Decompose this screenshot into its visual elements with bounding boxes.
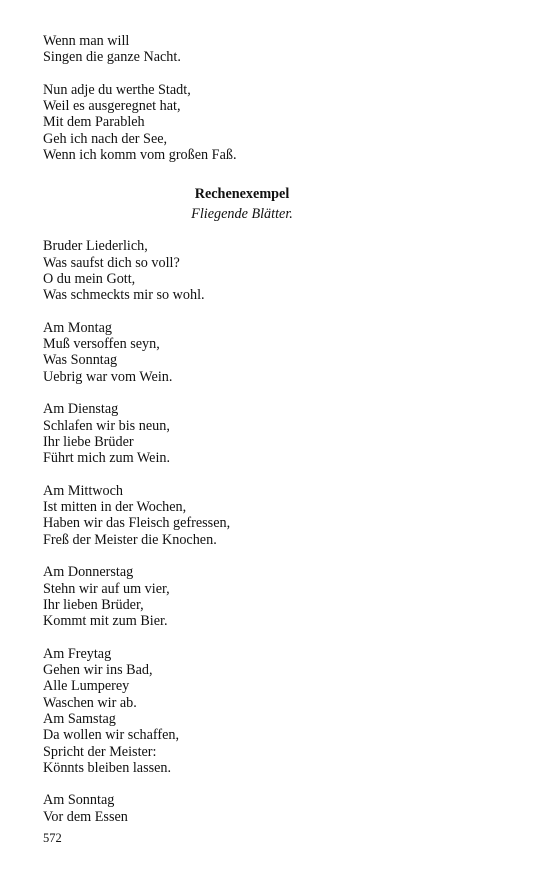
- poem-line: Am Mittwoch: [43, 482, 123, 499]
- poem-line: Vor dem Essen: [43, 808, 128, 825]
- poem-line: Weil es ausgeregnet hat,: [43, 98, 181, 115]
- stanza-top-2: [43, 82, 513, 163]
- page-number: 572: [43, 831, 62, 845]
- stanza: [43, 564, 513, 629]
- poem-line: Ihr lieben Brüder,: [43, 596, 144, 613]
- poem-line: Spricht der Meister:: [43, 743, 157, 760]
- poem-line: Am Donnerstag: [43, 564, 134, 581]
- page-body: [43, 33, 513, 825]
- poem-line: Ist mitten in der Wochen,: [43, 499, 187, 516]
- poem-line: Freß der Meister die Knochen.: [43, 531, 217, 548]
- poem-line: Alle Lumperey: [43, 678, 130, 695]
- stanza: [43, 646, 513, 776]
- poem-line: Ihr liebe Brüder: [43, 433, 134, 450]
- poem-line: Am Montag: [43, 319, 112, 336]
- poem-line: Schlafen wir bis neun,: [43, 417, 170, 434]
- poem-line: Geh ich nach der See,: [43, 130, 168, 147]
- poem-line: Was schmeckts mir so wohl.: [43, 287, 205, 304]
- stanza: [43, 401, 513, 466]
- poem-line: Nun adje du werthe Stadt,: [43, 81, 191, 98]
- poem-line: Mit dem Parableh: [43, 114, 145, 131]
- poem-line: Kommt mit zum Bier.: [43, 613, 168, 630]
- stanza: [43, 238, 513, 303]
- stanza-top-1: [43, 33, 513, 66]
- poem-line: Wenn ich komm vom großen Faß.: [43, 147, 237, 164]
- poem-line: Wenn man will: [43, 33, 130, 49]
- poem-line: Was saufst dich so voll?: [43, 254, 180, 271]
- poem-line: Gehen wir ins Bad,: [43, 662, 153, 679]
- poem-line: Was Sonntag: [43, 352, 118, 369]
- poem-line: Am Samstag: [43, 710, 116, 727]
- poem-line: Da wollen wir schaffen,: [43, 727, 180, 744]
- stanza: [43, 320, 513, 385]
- poem-source: Fliegende Blätter.: [191, 206, 293, 223]
- poem-line: Haben wir das Fleisch gefressen,: [43, 515, 231, 532]
- stanza: [43, 792, 513, 825]
- stanza: [43, 483, 513, 548]
- poem-line: Führt mich zum Wein.: [43, 450, 171, 467]
- poem-line: O du mein Gott,: [43, 270, 136, 287]
- poem-line: Waschen wir ab.: [43, 694, 137, 711]
- poem-title: Rechenexempel: [194, 186, 290, 203]
- poem-line: Stehn wir auf um vier,: [43, 580, 170, 597]
- poem-line: Singen die ganze Nacht.: [43, 49, 181, 66]
- poem-line: Muß versoffen seyn,: [43, 336, 160, 353]
- poem-line: Könnts bleiben lassen.: [43, 759, 172, 776]
- poem-line: Uebrig war vom Wein.: [43, 368, 173, 385]
- poem-line: Am Sonntag: [43, 792, 115, 809]
- poem-line: Am Dienstag: [43, 401, 119, 418]
- poem-line: Bruder Liederlich,: [43, 238, 148, 255]
- poem-line: Am Freytag: [43, 645, 112, 662]
